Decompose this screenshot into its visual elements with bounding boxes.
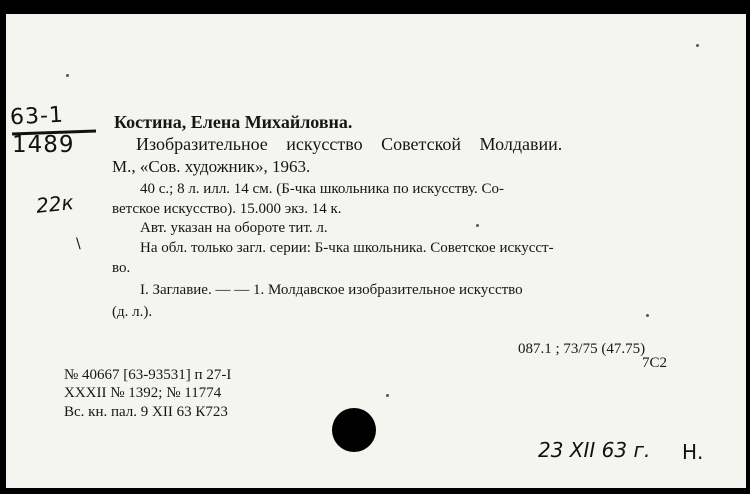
speck [476,224,479,227]
tracing-line-2: (д. л.). [112,304,153,320]
note-line-1: Авт. указан на обороте тит. л. [140,220,328,236]
handwritten-initial: Н. [682,440,704,464]
speck [386,394,389,397]
registry-line-1: № 40667 [63-93531] п 27-I [64,367,232,383]
author-mark: 7С2 [642,355,668,371]
call-number-bottom: 1489 [12,132,75,158]
note-line-2: На обл. только загл. серии: Б-чка школьника. Советское искусст- [140,240,554,256]
note-line-3: во. [112,260,131,276]
handwritten-side-note: 22к [34,190,75,218]
card-punch-hole [332,408,376,452]
author-heading: Костина, Елена Михайловна. [114,112,353,132]
physical-description-line-2: ветское искусство). 15.000 экз. 14 к. [112,201,342,217]
physical-description-line-1: 40 с.; 8 л. илл. 14 см. (Б-чка школьника по искусству. Со- [140,181,505,197]
speck [66,74,69,77]
speck [646,314,649,317]
handwritten-date: 23 XII 63 г. [538,438,651,462]
speck [696,44,699,47]
tracing-line-1: I. Заглавие. — — 1. Молдавское изобразительное искусство [140,282,523,298]
registry-line-2: ХХХII № 1392; № 11774 [64,385,222,401]
pencil-tick-mark: \ [76,236,81,252]
classification-index: 087.1 ; 73/75 (47.75) [518,341,646,357]
registry-line-3: Вс. кн. пал. 9 XII 63 К723 [64,404,228,420]
title-line-1: Изобразительное искусство Советской Молдавии. [136,134,563,154]
call-number-top: 63-1 [9,102,65,131]
catalog-card [6,14,746,488]
title-line-2: М., «Сов. художник», 1963. [112,157,311,176]
